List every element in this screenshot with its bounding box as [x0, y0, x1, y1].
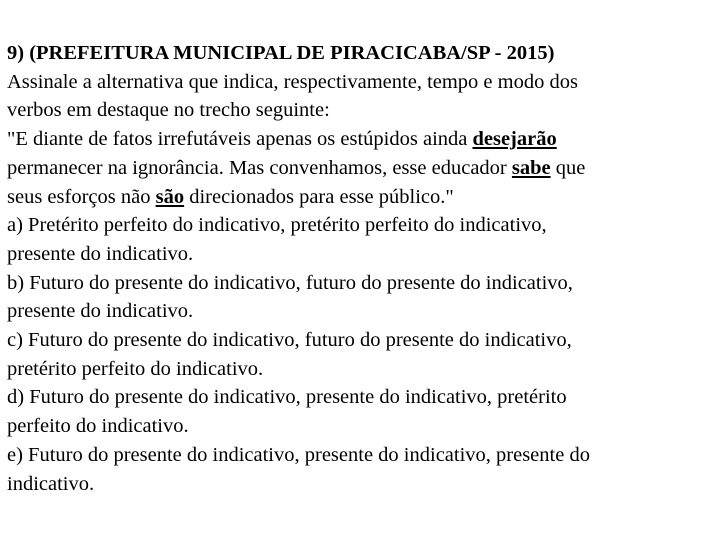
highlighted-verb-sao: são [155, 185, 185, 208]
option-b [7, 269, 707, 326]
highlighted-verb-desejarao: desejarão [472, 128, 557, 151]
excerpt-line [7, 183, 707, 212]
option-line: e) Futuro do presente do indicativo, presente do indicativo, presente do [7, 443, 590, 466]
excerpt-line [7, 154, 707, 183]
excerpt-text: direcionados para esse público." [184, 185, 454, 208]
option-c [7, 326, 707, 383]
option-line: perfeito do indicativo. [7, 415, 189, 438]
option-line: indicativo. [7, 472, 95, 495]
excerpt-text: "E diante de fatos irrefutáveis apenas os estúpidos ainda [7, 128, 473, 151]
excerpt-text: seus esforços não [7, 185, 156, 208]
question-slide [7, 39, 707, 498]
option-line: presente do indicativo. [7, 300, 194, 323]
option-e [7, 441, 707, 498]
statement-line: verbos em destaque no trecho seguinte: [7, 99, 330, 122]
answer-options [7, 211, 707, 498]
excerpt-text: permanecer na ignorância. Mas convenhamos, esse educador [7, 156, 512, 179]
option-line: a) Pretérito perfeito do indicativo, pretérito perfeito do indicativo, [7, 214, 547, 237]
excerpt-text: que [550, 156, 586, 179]
excerpt-quote [7, 125, 707, 211]
option-line: d) Futuro do presente do indicativo, presente do indicativo, pretérito [7, 386, 567, 409]
option-line: c) Futuro do presente do indicativo, futuro do presente do indicativo, [7, 329, 572, 352]
option-line: pretérito perfeito do indicativo. [7, 357, 264, 380]
option-a [7, 211, 707, 268]
option-d [7, 383, 707, 440]
statement-line: Assinale a alternativa que indica, respectivamente, tempo e modo dos [7, 70, 578, 93]
question-title: 9) (PREFEITURA MUNICIPAL DE PIRACICABA/SP - 2015) [7, 42, 555, 64]
question-statement [7, 68, 707, 125]
excerpt-line [7, 125, 707, 154]
option-line: b) Futuro do presente do indicativo, futuro do presente do indicativo, [7, 271, 573, 294]
highlighted-verb-sabe: sabe [511, 156, 551, 179]
option-line: presente do indicativo. [7, 242, 194, 265]
